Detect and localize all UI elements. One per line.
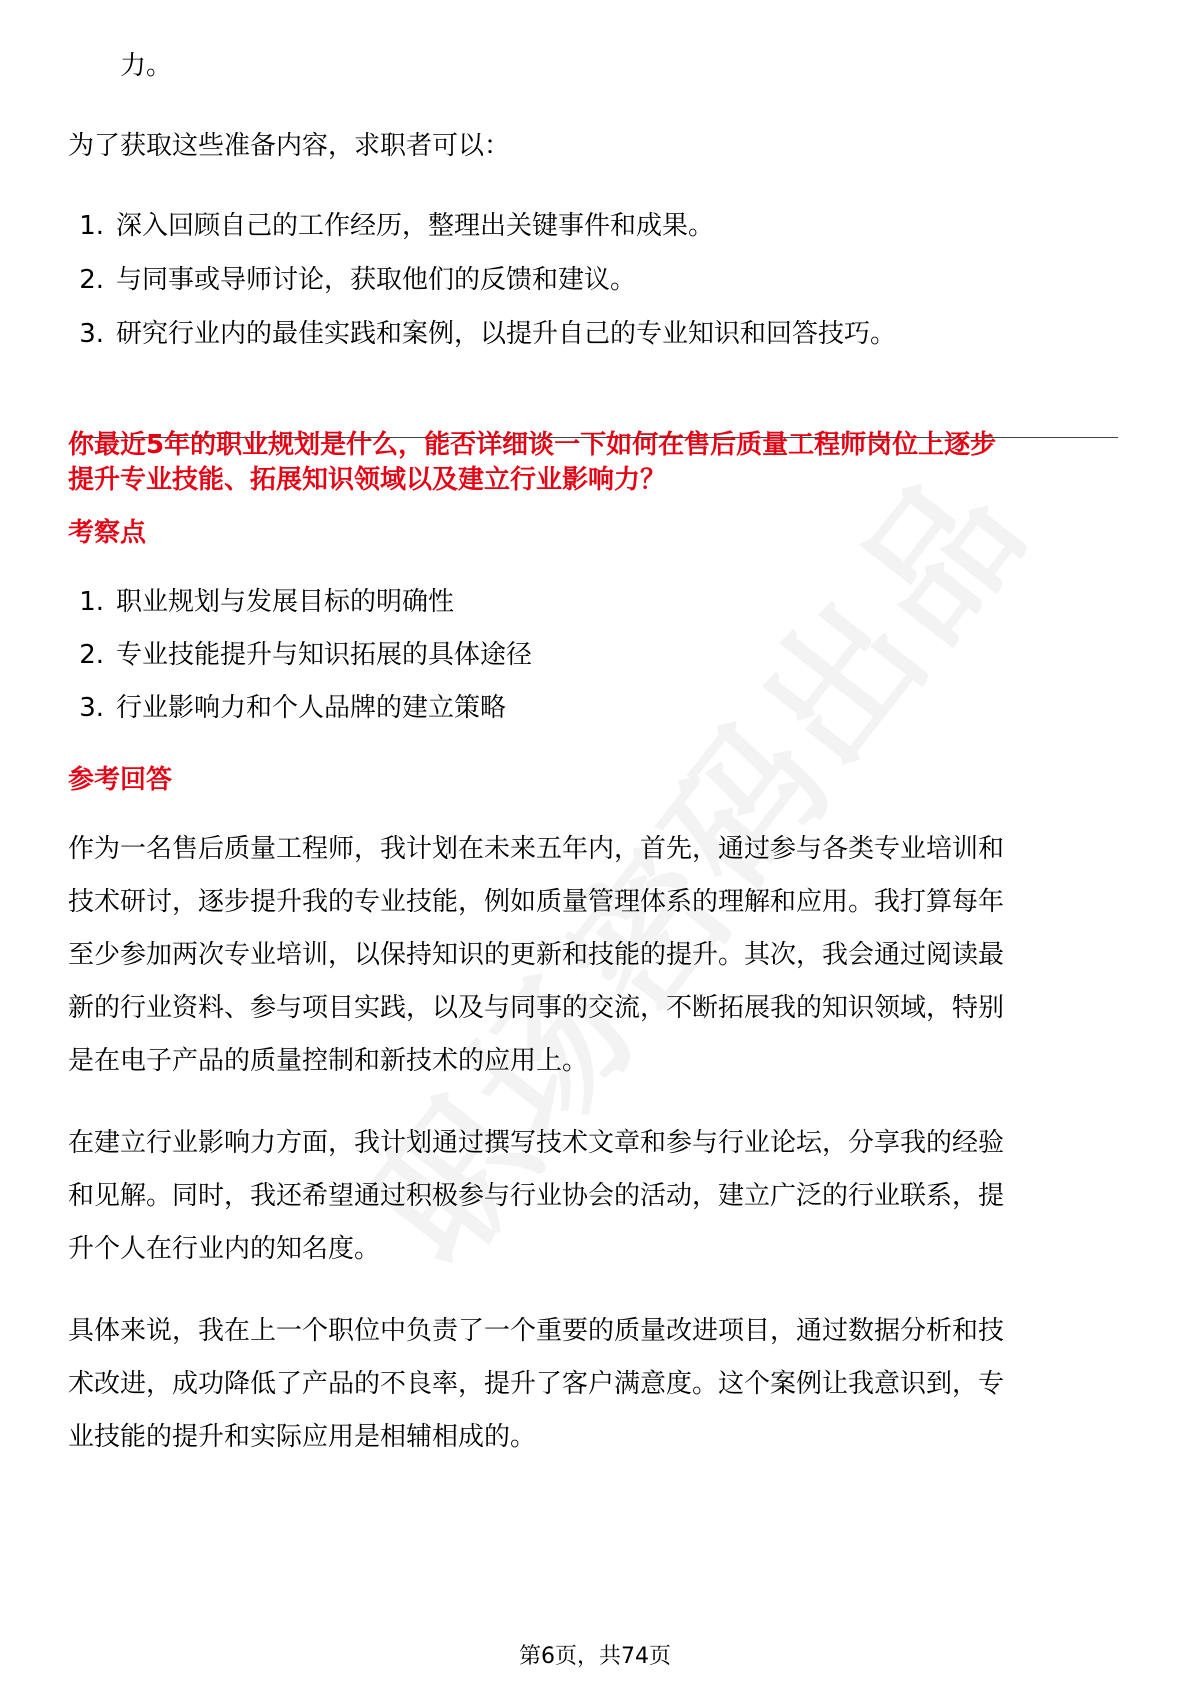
answer-p1-line: 作为一名售后质量工程师，我计划在未来五年内，首先，通过参与各类专业培训和 [68,834,1005,864]
list-item [68,584,454,620]
list-number: 2. [79,265,104,295]
list-text: 专业技能提升与知识拓展的具体途径 [116,640,533,670]
focus-heading: 考察点 [68,518,147,548]
answer-p2-line: 在建立行业影响力方面，我计划通过撰写技术文章和参与行业论坛，分享我的经验 [68,1128,1005,1158]
answer-p1-line: 是在电子产品的质量控制和新技术的应用上。 [68,1046,589,1076]
answer-heading: 参考回答 [68,765,173,795]
intro-text: 为了获取这些准备内容，求职者可以： [68,131,511,161]
continuation-text: 力。 [120,51,173,81]
list-text: 深入回顾自己的工作经历，整理出关键事件和成果。 [116,211,715,241]
question-line-2: 提升专业技能、拓展知识领域以及建立行业影响力？ [68,465,667,495]
answer-p1-line: 至少参加两次专业培训，以保持知识的更新和技能的提升。其次，我会通过阅读最 [68,940,1005,970]
list-text: 研究行业内的最佳实践和案例，以提升自己的专业知识和回答技巧。 [116,319,897,349]
list-item [68,262,636,298]
answer-p1-line: 新的行业资料、参与项目实践，以及与同事的交流，不断拓展我的知识领域，特别 [68,993,1005,1023]
page-footer: 第6页，共74页 [519,1644,671,1669]
answer-p3-line: 具体来说，我在上一个职位中负责了一个重要的质量改进项目，通过数据分析和技 [68,1316,1005,1346]
list-number: 1. [79,587,104,617]
list-text: 行业影响力和个人品牌的建立策略 [116,693,507,723]
list-item [68,637,532,673]
list-item [68,208,714,244]
list-item [68,690,506,726]
list-text: 职业规划与发展目标的明确性 [116,587,455,617]
answer-p1-line: 技术研讨，逐步提升我的专业技能，例如质量管理体系的理解和应用。我打算每年 [68,887,1005,917]
answer-p3-line: 术改进，成功降低了产品的不良率，提升了客户满意度。这个案例让我意识到，专 [68,1369,1005,1399]
answer-p2-line: 升个人在行业内的知名度。 [68,1234,381,1264]
list-number: 1. [79,211,104,241]
list-text: 与同事或导师讨论，获取他们的反馈和建议。 [116,265,637,295]
list-item [68,316,896,352]
answer-p2-line: 和见解。同时，我还希望通过积极参与行业协会的活动，建立广泛的行业联系，提 [68,1181,1005,1211]
list-number: 3. [79,693,104,723]
question-line-1: 你最近5年的职业规划是什么，能否详细谈一下如何在售后质量工程师岗位上逐步 [68,430,997,460]
list-number: 3. [79,319,104,349]
answer-p3-line: 业技能的提升和实际应用是相辅相成的。 [68,1422,537,1452]
list-number: 2. [79,640,104,670]
